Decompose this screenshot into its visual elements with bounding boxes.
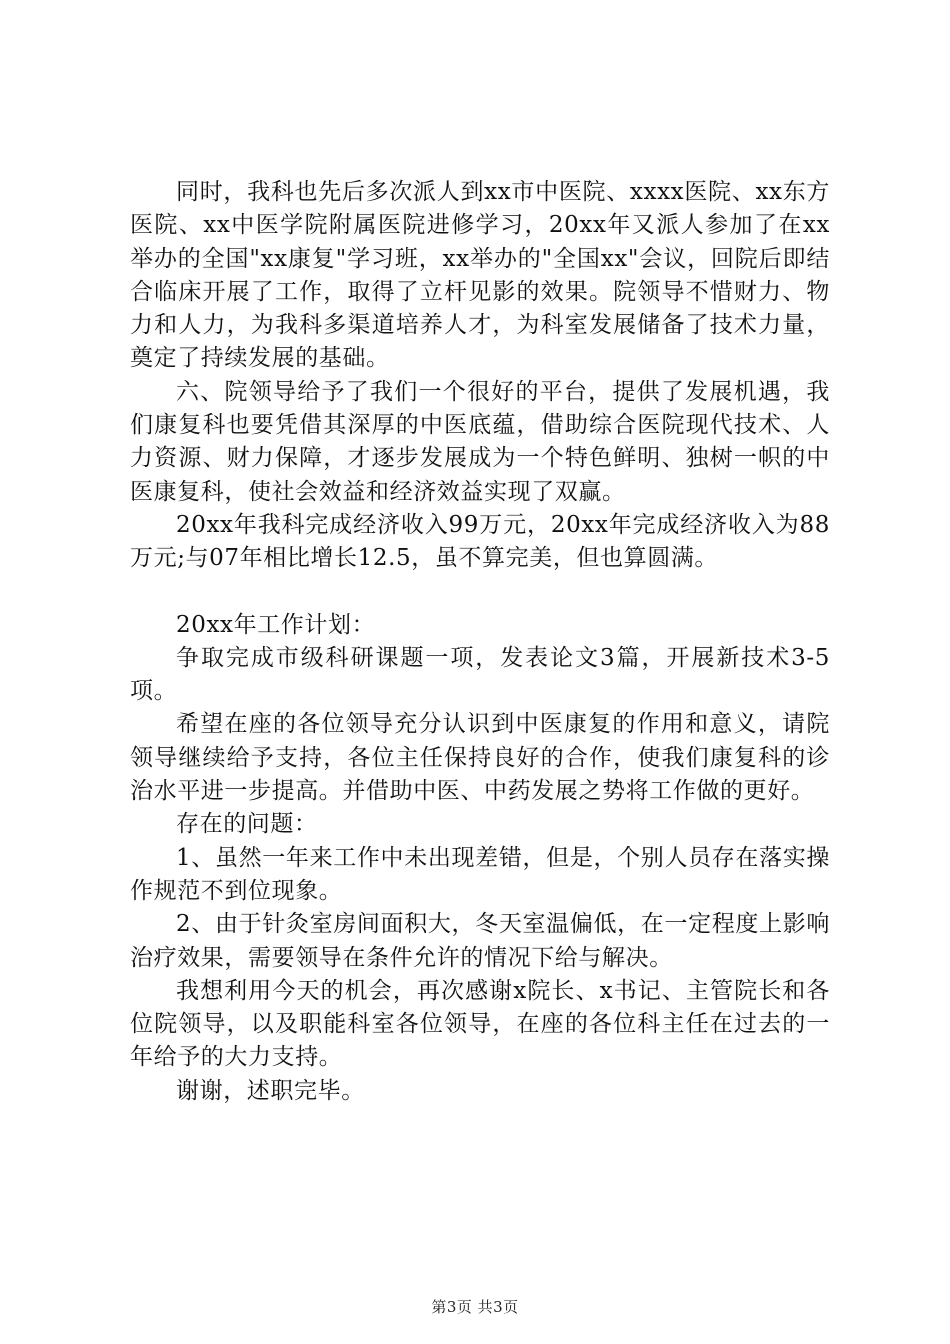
paragraph-plan-goals: 争取完成市级科研课题一项，发表论文3篇，开展新技术3-5项。 xyxy=(130,644,830,705)
paragraph-issue-1: 1、虽然一年来工作中未出现差错，但是，个别人员存在落实操作规范不到位现象。 xyxy=(130,844,830,904)
paragraph-income: 20xx年我科完成经济收入99万元，20xx年完成经济收入为88万元;与07年相比增长12.5，虽不算完美，但也算圆满。 xyxy=(130,511,830,572)
document-body xyxy=(130,176,830,1108)
page-number-label: 第3页 共3页 xyxy=(431,1298,519,1316)
page-footer xyxy=(0,1297,950,1317)
paragraph-platform: 六、院领导给予了我们一个很好的平台，提供了发展机遇，我们康复科也要凭借其深厚的中医底蕴，借助综合医院现代技术、人力资源、财力保障，才逐步发展成为一个特色鲜明、独树一帜的中医康复科，使社会效益和经济效益实现了双赢。 xyxy=(130,378,830,505)
paragraph-hope: 希望在座的各位领导充分认识到中医康复的作用和意义，请院领导继续给予支持，各位主任保持良好的合作，使我们康复科的诊治水平进一步提高。并借助中医、中药发展之势将工作做的更好。 xyxy=(130,711,830,805)
paragraph-issue-2: 2、由于针灸室房间面积大，冬天室温偏低，在一定程度上影响治疗效果，需要领导在条件允许的情况下给与解决。 xyxy=(130,911,830,971)
paragraph-closing: 谢谢，述职完毕。 xyxy=(176,1077,365,1104)
paragraph-training: 同时，我科也先后多次派人到xx市中医院、xxxx医院、xx东方医院、xx中医学院附属医院进修学习，20xx年又派人参加了在xx举办的全国"xx康复"学习班，xx举办的"全国xx"会议，回院后即结合临床开展了工作，取得了立杆见影的效果。院领导不惜财力、物力和人力，为我科多渠道培养人才，为科室发展储备了技术力量，奠定了持续发展的基础。 xyxy=(130,179,830,372)
paragraph-issues-heading: 存在的问题： xyxy=(176,811,318,838)
paragraph-spacer xyxy=(130,576,830,609)
paragraph-plan-heading: 20xx年工作计划： xyxy=(176,611,376,638)
paragraph-thanks: 我想利用今天的机会，再次感谢x院长、x书记、主管院长和各位院领导，以及职能科室各位领导，在座的各位科主任在过去的一年给予的大力支持。 xyxy=(130,977,830,1071)
